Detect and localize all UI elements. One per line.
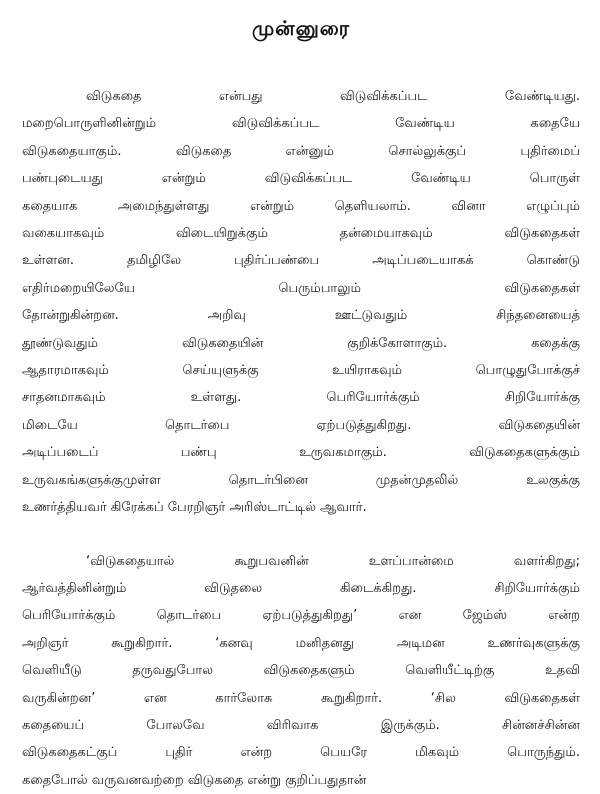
text-line: உள்ளன. தமிழிலே புதிர்ப்பண்பை அடிப்படையாகக் கொண்டு (22, 247, 580, 274)
text-line: ‘விடுகதையால் கூறுபவனின் உளப்பான்மை வளர்கிறது; (22, 548, 580, 575)
text-line: கதைபோல் வருவனவற்றை விடுகதை என்று குறிப்பதுதான் (22, 767, 580, 794)
text-line: தோன்றுகின்றன. அறிவு ஊட்டுவதும் சிந்தனையைத் (22, 302, 580, 329)
page-title: முன்னுரை (22, 16, 580, 43)
paragraph-1 (22, 83, 580, 522)
text-line: மறைபொருளினின்றும் விடுவிக்கப்பட வேண்டிய கதையே (22, 110, 580, 137)
paragraph-gap (22, 522, 580, 548)
text-line: வெளியீடு தருவதுபோல விடுகதைகளும் வெளியீட்டிற்கு உதவி (22, 657, 580, 684)
text-line: எதிர்மறையிலேயே பெரும்பாலும் விடுகதைகள் (22, 275, 580, 302)
text-line: விடுகதைகட்குப் புதிர் என்ற பெயரே மிகவும் பொருந்தும். (22, 739, 580, 766)
paragraph-2 (22, 548, 580, 794)
text-line: அறிஞர் கூறுகிறார். ‘கனவு மனிதனது அடிமன உணர்வுகளுக்கு (22, 630, 580, 657)
text-line: ஆர்வத்தினின்றும் விடுதலை கிடைக்கிறது. சிறியோர்க்கும் (22, 575, 580, 602)
text-line: கதையைப் போலவே விரிவாக இருக்கும். சின்னச்சின்ன (22, 712, 580, 739)
text-line: உருவகங்களுக்குமுள்ள தொடர்பினை முதன்முதலில் உலகுக்கு (22, 467, 580, 494)
text-line: மிடையே தொடர்பை ஏற்படுத்துகிறது. விடுகதையின் (22, 412, 580, 439)
text-line: விடுகதை என்பது விடுவிக்கப்பட வேண்டியது. (22, 83, 580, 110)
text-line: அடிப்படைப் பண்பு உருவகமாகும். விடுகதைகளுக்கும் (22, 439, 580, 466)
text-line: உணர்த்தியவர் கிரேக்கப் பேரறிஞர் அரிஸ்டாட்டில் ஆவார். (22, 494, 580, 521)
text-line: பண்புடையது என்றும் விடுவிக்கப்பட வேண்டிய பொருள் (22, 165, 580, 192)
text-line: கதையாக அமைந்துள்ளது என்றும் தெளியலாம். வினா எழுப்பும் (22, 193, 580, 220)
text-line: பெரியோர்க்கும் தொடர்பை ஏற்படுத்துகிறது’ என ஜேம்ஸ் என்ற (22, 602, 580, 629)
text-line: ஆதாரமாகவும் செய்யுளுக்கு உயிராகவும் பொழுதுபோக்குச் (22, 357, 580, 384)
text-line: சாதனமாகவும் உள்ளது. பெரியோர்க்கும் சிறியோர்க்கு (22, 384, 580, 411)
text-line: தூண்டுவதும் விடுகதையின் குறிக்கோளாகும். கதைக்கு (22, 330, 580, 357)
text-line: விடுகதையாகும். விடுகதை என்னும் சொல்லுக்குப் புதிர்மைப் (22, 138, 580, 165)
text-line: வருகின்றன’ என கார்லோசு கூறுகிறார். ‘சில விடுகதைகள் (22, 685, 580, 712)
text-line: வகையாகவும் விடையிறுக்கும் தன்மையாகவும் விடுகதைகள் (22, 220, 580, 247)
